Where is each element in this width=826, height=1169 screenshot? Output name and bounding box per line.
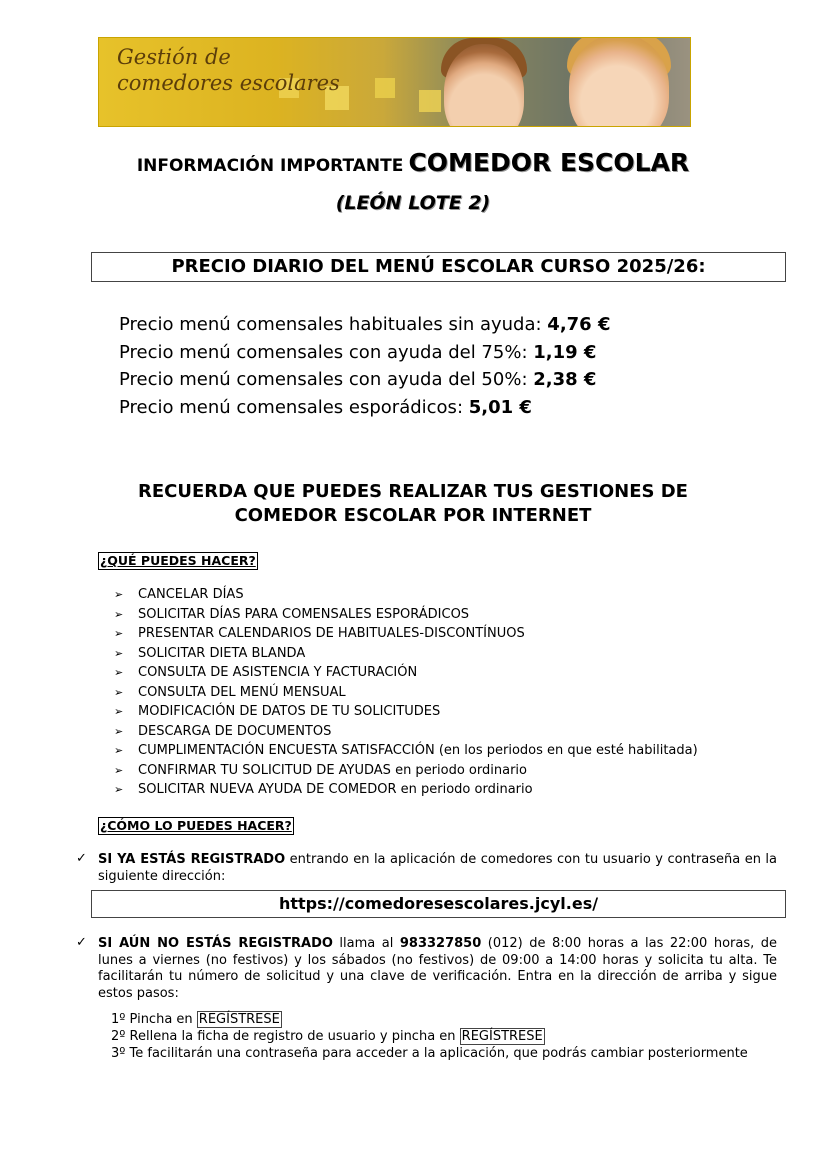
step-2: [111, 1028, 777, 1045]
banner-line-1: Gestión de: [117, 45, 231, 69]
price-list: [119, 311, 611, 421]
price-heading-box: PRECIO DIARIO DEL MENÚ ESCOLAR CURSO 2025/26:: [91, 252, 786, 282]
list-item-text: CUMPLIMENTACIÓN ENCUESTA SATISFACCIÓN (en los periodos en que esté habilitada): [138, 743, 698, 758]
reminder-line-2: COMEDOR ESCOLAR POR INTERNET: [234, 505, 592, 526]
not-registered-text-2: (012) de 8:00 horas a las 22:00 horas, de lunes a viernes (no festivos) y los sábados (no festivos) de 09:00 a 14:00 horas y solicita tu alta. Te facilitarán tu número de solicitud y una clave de verificación. Entra en la dirección de arriba y sigue estos pasos:: [98, 936, 777, 1001]
arrow-bullet-icon: ➢: [114, 705, 124, 718]
registration-steps: [111, 1011, 777, 1062]
arrow-bullet-icon: ➢: [114, 607, 124, 621]
arrow-bullet-icon: ➢: [114, 627, 124, 640]
price-value: 5,01 €: [468, 396, 532, 418]
step-2-text: 2º Rellena la ficha de registro de usuario y pincha en: [111, 1029, 460, 1044]
banner-child-1: [444, 44, 524, 127]
list-item-text: CONSULTA DEL MENÚ MENSUAL: [138, 684, 346, 700]
list-item: [114, 683, 698, 703]
list-item-text: CONFIRMAR TU SOLICITUD DE AYUDAS en periodo ordinario: [138, 762, 527, 778]
not-registered-text-1: llama al: [332, 936, 400, 951]
arrow-bullet-icon: ➢: [114, 666, 124, 679]
list-item: [114, 741, 698, 761]
reminder-line-1: RECUERDA QUE PUEDES REALIZAR TUS GESTIONES DE: [138, 481, 688, 502]
price-label: Precio menú comensales esporádicos:: [119, 396, 469, 418]
arrow-bullet-icon: ➢: [114, 744, 124, 757]
how-heading: ¿CÓMO LO PUEDES HACER?: [100, 818, 292, 833]
arrow-bullet-icon: ➢: [114, 724, 124, 738]
banner-logo-text: [117, 44, 340, 96]
list-item: [114, 605, 698, 625]
price-line: [119, 394, 611, 422]
what-list: [114, 585, 698, 800]
phone-number: 983327850: [399, 936, 482, 951]
title-small: INFORMACIÓN IMPORTANTE: [136, 156, 404, 176]
step-1: [111, 1011, 777, 1028]
list-item: [114, 761, 698, 781]
list-item-text: SOLICITAR DÍAS PARA COMENSALES ESPORÁDICOS: [138, 606, 470, 622]
register-button-reference: REGÍSTRESE: [198, 1012, 280, 1027]
register-button-reference: REGÍSTRESE: [461, 1029, 543, 1044]
title-big: COMEDOR ESCOLAR: [408, 148, 690, 177]
banner-child-2: [569, 37, 669, 127]
price-line: [119, 366, 611, 394]
not-registered-paragraph: [98, 936, 777, 1002]
checkmark-icon: ✓: [76, 851, 87, 866]
list-item: [114, 585, 698, 605]
arrow-bullet-icon: ➢: [114, 646, 124, 660]
price-line: [119, 339, 611, 367]
registered-paragraph: [98, 852, 777, 885]
registered-bold: SI YA ESTÁS REGISTRADO: [98, 852, 286, 867]
header-banner-image: [98, 37, 691, 127]
list-item: [114, 780, 698, 800]
list-item-text: CONSULTA DE ASISTENCIA Y FACTURACIÓN: [138, 665, 418, 680]
page-subtitle: (LEÓN LOTE 2): [335, 192, 491, 214]
arrow-bullet-icon: ➢: [114, 685, 124, 699]
not-registered-bold: SI AÚN NO ESTÁS REGISTRADO: [98, 936, 333, 951]
step-1-text: 1º Pincha en: [111, 1012, 197, 1027]
price-label: Precio menú comensales habituales sin ayuda:: [119, 314, 548, 335]
list-item: [114, 644, 698, 664]
price-value: 2,38 €: [533, 369, 597, 390]
list-item-text: MODIFICACIÓN DE DATOS DE TU SOLICITUDES: [138, 704, 441, 719]
app-url-link[interactable]: https://comedoresescolares.jcyl.es/: [91, 890, 786, 918]
checkmark-icon: ✓: [76, 935, 87, 950]
list-item-text: DESCARGA DE DOCUMENTOS: [138, 723, 332, 739]
arrow-bullet-icon: ➢: [114, 763, 124, 777]
arrow-bullet-icon: ➢: [114, 783, 124, 796]
banner-line-2: comedores escolares: [117, 71, 340, 95]
price-value: 1,19 €: [533, 341, 597, 363]
list-item: [114, 702, 698, 722]
price-value: 4,76 €: [547, 314, 611, 335]
list-item: [114, 624, 698, 644]
price-line: [119, 311, 611, 339]
price-label: Precio menú comensales con ayuda del 50%:: [119, 369, 534, 390]
online-reminder-heading: [0, 480, 826, 528]
price-label: Precio menú comensales con ayuda del 75%:: [119, 341, 534, 363]
list-item: [114, 722, 698, 742]
list-item-text: SOLICITAR NUEVA AYUDA DE COMEDOR en periodo ordinario: [138, 782, 533, 797]
step-3: 3º Te facilitarán una contraseña para acceder a la aplicación, que podrás cambiar posteriormente: [111, 1046, 748, 1061]
list-item-text: SOLICITAR DIETA BLANDA: [138, 645, 306, 661]
list-item-text: PRESENTAR CALENDARIOS DE HABITUALES-DISCONTÍNUOS: [138, 626, 525, 641]
list-item: [114, 663, 698, 683]
arrow-bullet-icon: ➢: [114, 588, 124, 601]
list-item-text: CANCELAR DÍAS: [138, 587, 244, 602]
page-title: [0, 148, 826, 177]
what-heading: ¿QUÉ PUEDES HACER?: [100, 553, 256, 568]
registered-text: entrando en la aplicación de comedores con tu usuario y contraseña en la siguiente dirección:: [98, 852, 777, 884]
